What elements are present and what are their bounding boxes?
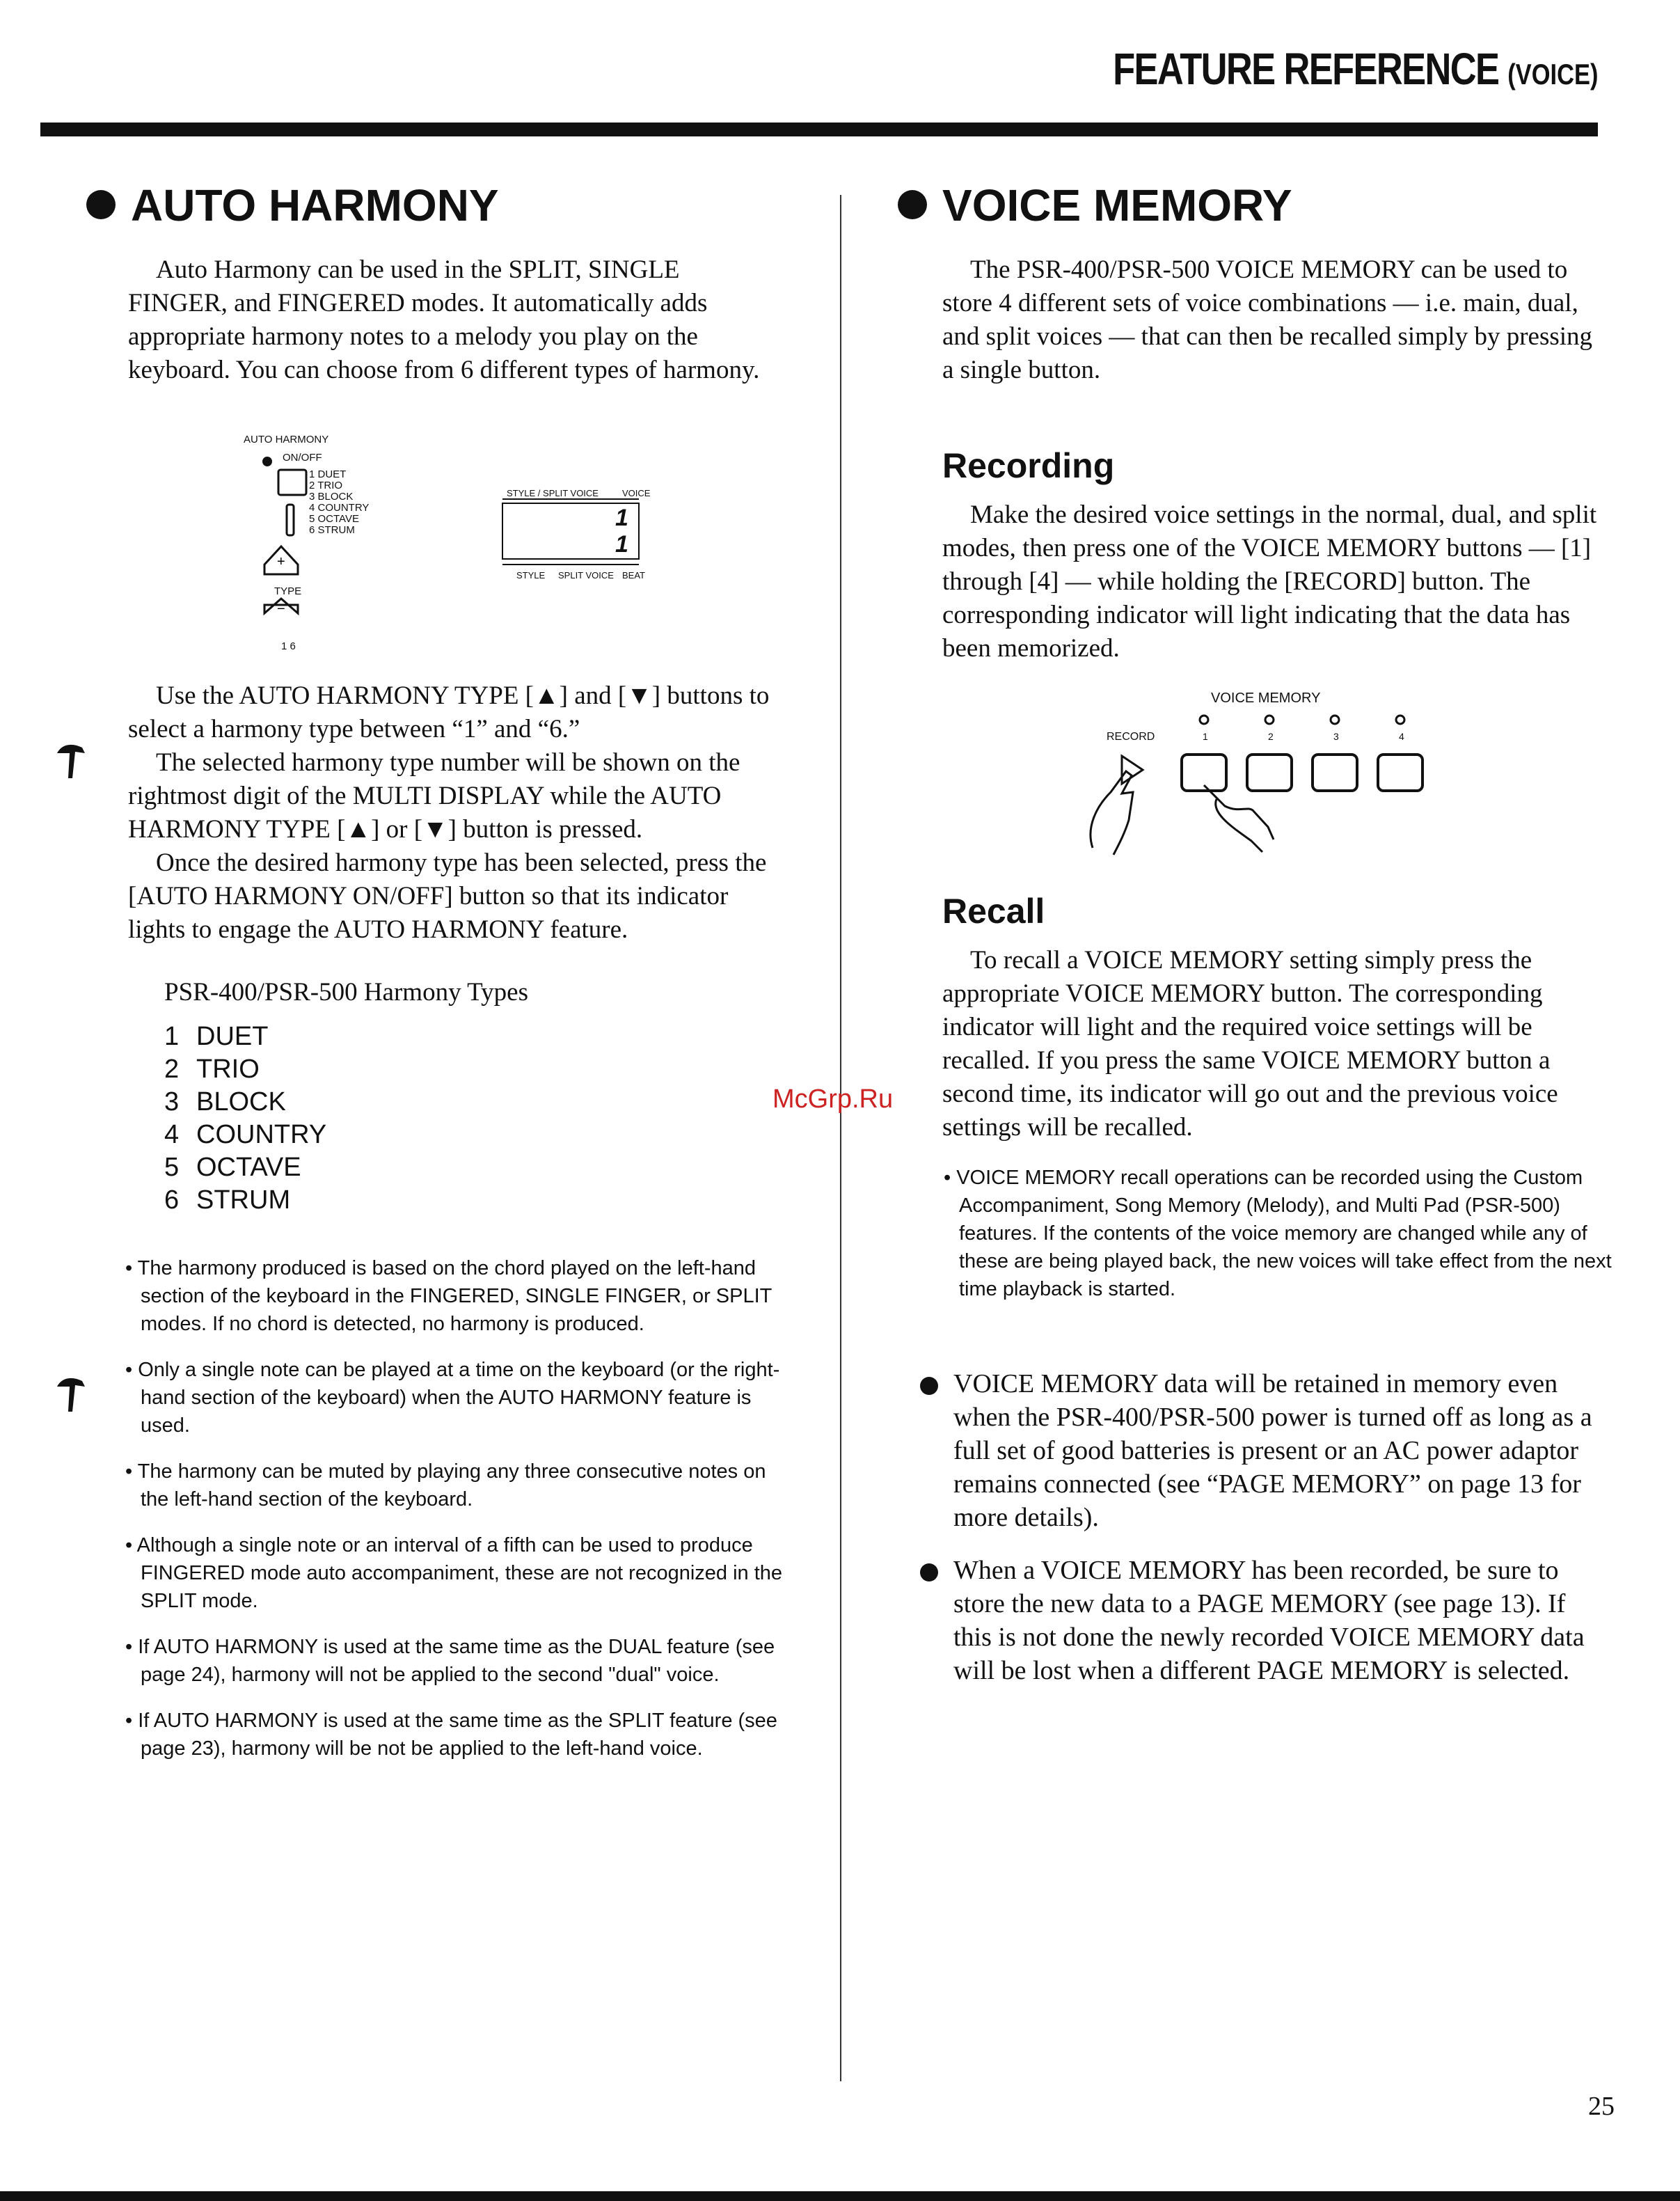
auto-harmony-notes (125, 1254, 786, 1762)
display-digit-top: 1 (615, 505, 628, 531)
diagram-type-6: 6 STRUM (309, 524, 355, 536)
harmony-types-list (164, 1020, 326, 1217)
type-name: DUET (196, 1022, 269, 1051)
heading-bullet-icon (898, 190, 927, 219)
voice-memory-bullets (920, 1367, 1599, 1687)
voice-memory-heading (898, 180, 1292, 231)
recording-text-body: Make the desired voice settings in the normal, dual, and split modes, then press one of the VOICE MEMORY buttons — [1] through [4] — while holding the [RECORD] button. The corresponding indicator will light indicating that the data has been memorized. (942, 500, 1597, 663)
note-item: • If AUTO HARMONY is used at the same time as the DUAL feature (see page 24), harmony will not be applied to the second "dual" voice. (125, 1636, 775, 1686)
voice-memory-intro-text: The PSR-400/PSR-500 VOICE MEMORY can be used to store 4 different sets of voice combinations — i.e. main, dual, and split voices — that can then be recalled simply by pressing a single button. (942, 255, 1593, 384)
header-subtitle: (VOICE) (1507, 58, 1598, 90)
type-number: 4 (164, 1120, 180, 1149)
memory-button-2[interactable] (1247, 755, 1292, 791)
type-name: TRIO (196, 1055, 260, 1084)
list-item (164, 1086, 326, 1119)
auto-harmony-para-1: Use the AUTO HARMONY TYPE [▲] and [▼] buttons to select a harmony type between “1” and “6.” (128, 681, 770, 743)
list-item (164, 1119, 326, 1151)
record-button[interactable] (1122, 756, 1143, 784)
margin-hand-icon (54, 1373, 89, 1414)
bullet-dot-icon (920, 1377, 938, 1395)
note-item: • If AUTO HARMONY is used at the same time as the SPLIT feature (see page 23), harmony will be not be applied to the left-hand voice. (125, 1710, 777, 1760)
watermark: McGrp.Ru (772, 1084, 894, 1114)
auto-harmony-para-2: The selected harmony type number will be shown on the rightmost digit of the MULTI DISPLAY while the AUTO HARMONY TYPE [▲] or [▼] button is pressed. (128, 748, 740, 844)
record-label: RECORD (1107, 731, 1155, 743)
display-digit-bottom: 1 (615, 531, 628, 558)
on-off-button[interactable] (278, 470, 306, 495)
header-rule (40, 123, 1598, 136)
voice-memory-buttons-svg (1065, 688, 1441, 862)
bullet-text: VOICE MEMORY data will be retained in memory even when the PSR-400/PSR-500 power is turned off as long as a full set of good batteries is present or an AC power adaptor remains connected (see “PAGE MEMORY” on page 13 for more details). (953, 1369, 1592, 1532)
voice-memory-diagram-label: VOICE MEMORY (1211, 691, 1321, 706)
page-number: 25 (1588, 2092, 1615, 2121)
on-off-label: ON/OFF (283, 452, 322, 464)
type-range-label: 1 6 (281, 640, 296, 652)
recall-note: • VOICE MEMORY recall operations can be recorded using the Custom Accompaniment, Song Memory (Melody), and Multi Pad (PSR-500) features. If the contents of the voice memory are changed while any of these are being played back, the new voices will take effect from the next time playback is started. (944, 1167, 1612, 1300)
recording-heading: Recording (942, 446, 1115, 485)
type-name: STRUM (196, 1185, 291, 1215)
memory-button-4[interactable] (1378, 755, 1423, 791)
diagram-type-4: 4 COUNTRY (309, 502, 370, 514)
list-item (164, 1151, 326, 1184)
list-item (164, 1020, 326, 1053)
display-label-beat: BEAT (622, 570, 645, 581)
auto-harmony-diagram (237, 428, 682, 658)
type-name: COUNTRY (196, 1120, 327, 1149)
header-title-text: FEATURE REFERENCE (1112, 44, 1498, 94)
note-item: • The harmony produced is based on the chord played on the left-hand section of the keyboard in the FINGERED, SINGLE FINGER, or SPLIT modes. If no chord is detected, no harmony is produced. (125, 1257, 772, 1335)
harmony-types-title: PSR-400/PSR-500 Harmony Types (164, 978, 529, 1007)
diagram-type-1: 1 DUET (309, 468, 347, 480)
auto-harmony-intro-text: Auto Harmony can be used in the SPLIT, SINGLE FINGER, and FINGERED modes. It automatically adds appropriate harmony notes to a melody you play on the keyboard. You can choose from 6 different types of harmony. (128, 255, 760, 384)
footer-rule (0, 2191, 1680, 2201)
display-label-voice: VOICE (622, 488, 651, 498)
list-item (164, 1053, 326, 1086)
voice-memory-diagram (1065, 688, 1441, 862)
type-label: TYPE (274, 585, 302, 597)
memory-number-4: 4 (1399, 731, 1404, 742)
note-item: • Although a single note or an interval of a fifth can be used to produce FINGERED mode auto accompaniment, these are not recognized in the SPLIT mode. (125, 1534, 783, 1612)
diagram-type-2: 2 TRIO (309, 480, 343, 491)
type-name: OCTAVE (196, 1153, 301, 1182)
display-label-style-split: STYLE / SPLIT VOICE (507, 488, 599, 498)
type-number: 5 (164, 1153, 180, 1182)
type-number: 1 (164, 1022, 180, 1051)
column-divider (840, 195, 841, 2081)
recall-heading: Recall (942, 892, 1045, 931)
auto-harmony-intro (128, 253, 761, 387)
memory-button-3[interactable] (1313, 755, 1357, 791)
bullet-paragraph (920, 1554, 1599, 1687)
plus-icon: + (277, 554, 285, 569)
type-number: 6 (164, 1185, 180, 1215)
auto-harmony-instructions (128, 679, 775, 947)
on-off-indicator-icon (262, 457, 272, 466)
auto-harmony-heading (86, 180, 499, 231)
auto-harmony-diagram-label: AUTO HARMONY (244, 434, 329, 445)
memory-number-1: 1 (1203, 731, 1208, 742)
memory-number-2: 2 (1268, 731, 1274, 742)
voice-memory-heading-text: VOICE MEMORY (942, 180, 1292, 230)
memory-2-indicator-icon (1265, 716, 1274, 724)
right-hand-icon (1204, 785, 1274, 852)
memory-number-3: 3 (1333, 731, 1339, 742)
bullet-text: When a VOICE MEMORY has been recorded, be sure to store the new data to a PAGE MEMORY (see page 13). If this is not done the newly recorded VOICE MEMORY data will be lost when a different PAGE MEMORY is selected. (953, 1556, 1585, 1685)
list-item (164, 1184, 326, 1217)
display-digit (615, 505, 628, 558)
bullet-paragraph (920, 1367, 1599, 1534)
recall-text (942, 944, 1603, 1144)
left-hand-icon (1091, 771, 1133, 855)
minus-icon: − (277, 601, 285, 617)
page-header-title (1113, 43, 1598, 95)
memory-3-indicator-icon (1331, 716, 1339, 724)
bullet-dot-icon (920, 1563, 938, 1581)
memory-1-indicator-icon (1200, 716, 1208, 724)
diagram-type-3: 3 BLOCK (309, 491, 354, 503)
margin-hand-icon (54, 739, 89, 781)
diagram-type-5: 5 OCTAVE (309, 513, 359, 525)
display-label-split-voice: SPLIT VOICE (558, 570, 614, 581)
recall-text-body: To recall a VOICE MEMORY setting simply press the appropriate VOICE MEMORY button. The corresponding indicator will light and the required voice settings will be recalled. If you press the same VOICE MEMORY button a second time, its indicator will go out and the previous voice settings will be recalled. (942, 946, 1558, 1142)
recording-text (942, 498, 1603, 665)
harmony-type-list-small (309, 469, 369, 536)
auto-harmony-heading-text: AUTO HARMONY (131, 180, 499, 230)
display-label-style: STYLE (516, 570, 546, 581)
type-number: 2 (164, 1055, 180, 1084)
auto-harmony-para-3: Once the desired harmony type has been selected, press the [AUTO HARMONY ON/OFF] button so that its indicator lights to engage the AUTO HARMONY feature. (128, 849, 767, 944)
note-item: • Only a single note can be played at a time on the keyboard (or the right-hand section of the keyboard) when the AUTO HARMONY feature is used. (125, 1359, 780, 1437)
voice-memory-intro (942, 253, 1603, 387)
type-number: 3 (164, 1087, 180, 1117)
type-indicator-icon (287, 505, 294, 535)
type-name: BLOCK (196, 1087, 286, 1117)
memory-4-indicator-icon (1396, 716, 1404, 724)
note-item: • The harmony can be muted by playing any three consecutive notes on the left-hand section of the keyboard. (125, 1460, 766, 1510)
heading-bullet-icon (86, 190, 116, 219)
